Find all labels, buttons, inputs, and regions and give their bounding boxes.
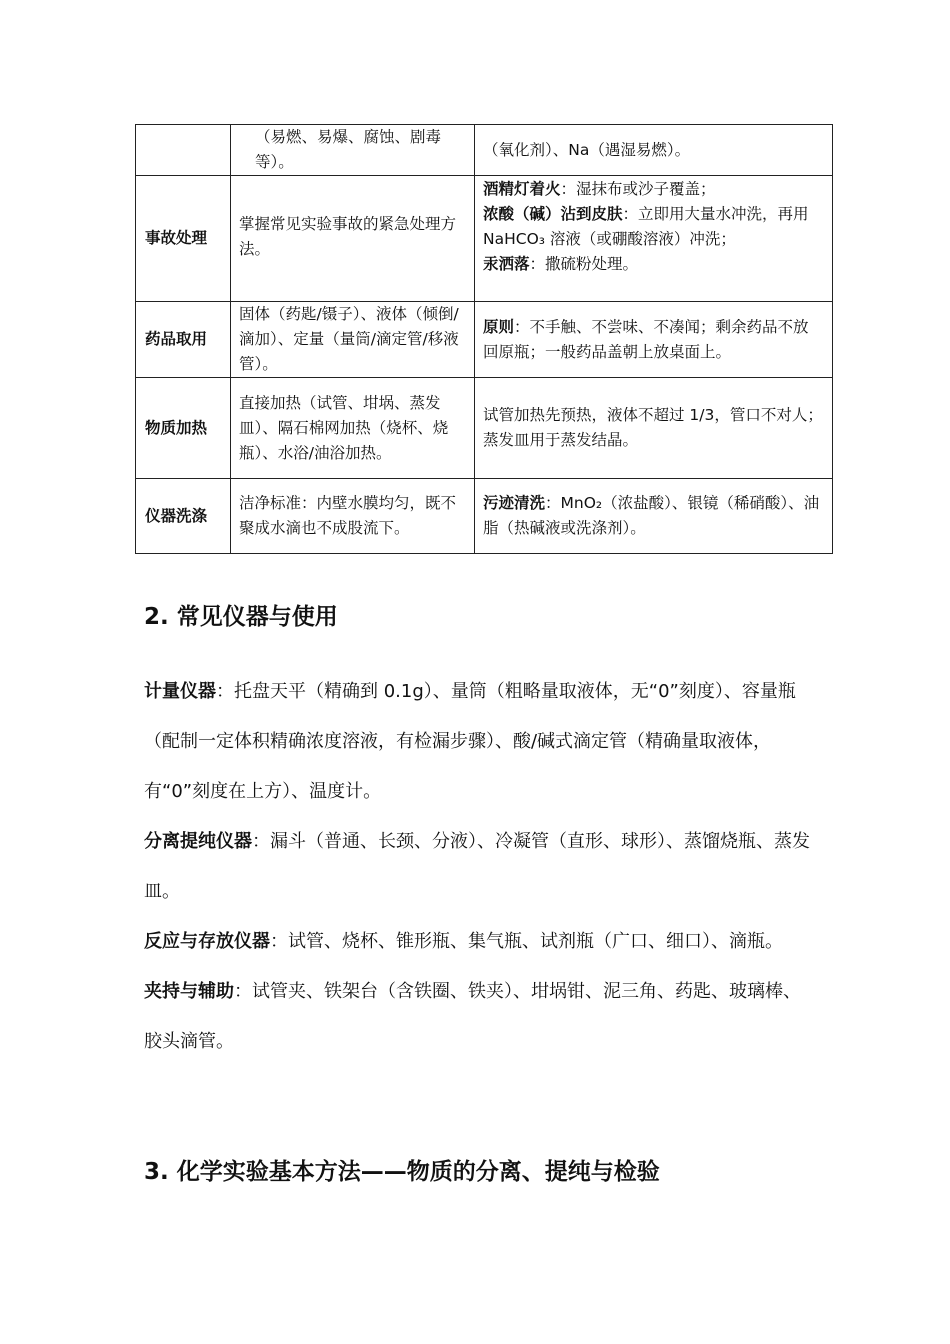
detail-text: ：湿抹布或沙子覆盖；	[560, 180, 716, 198]
detail-text: 试管加热先预热，液体不超过 1/3，管口不对人；蒸发皿用于蒸发结晶。	[483, 406, 823, 449]
row-detail	[475, 378, 833, 479]
paragraph-term: 夹持与辅助	[144, 981, 234, 1002]
paragraph-text: ：试管夹、铁架台（含铁圈、铁夹）、坩埚钳、泥三角、药匙、玻璃棒、胶头滴管。	[144, 981, 801, 1052]
row-label: 药品取用	[136, 302, 231, 378]
table-row	[136, 125, 833, 176]
row-label: 物质加热	[136, 378, 231, 479]
detail-term: 浓酸（碱）沾到皮肤	[483, 205, 623, 223]
row-label	[136, 125, 231, 176]
row-description: 掌握常见实验事故的紧急处理方法。	[231, 176, 475, 302]
paragraph-text: ：试管、烧杯、锥形瓶、集气瓶、试剂瓶（广口、细口）、滴瓶。	[270, 931, 783, 952]
detail-text: （氧化剂）、Na（遇湿易燃）。	[483, 140, 691, 159]
detail-text: ：立即用大量水冲洗，再用 NaHCO₃ 溶液（或硼酸溶液）冲洗；	[483, 205, 809, 248]
detail-term: 原则	[483, 317, 515, 336]
table-row	[136, 176, 833, 302]
paragraph-text: ：漏斗（普通、长颈、分液）、冷凝管（直形、球形）、蒸馏烧瓶、蒸发皿。	[144, 831, 810, 902]
table-row	[136, 378, 833, 479]
paragraph-term: 反应与存放仪器	[144, 931, 270, 952]
row-label: 仪器洗涤	[136, 479, 231, 554]
paragraph	[144, 667, 814, 817]
detail-term: 污迹清洗	[483, 494, 546, 512]
row-detail	[475, 302, 833, 378]
paragraph-term: 计量仪器	[144, 681, 216, 702]
detail-text: ：MnO₂（浓盐酸）、银镜（稀硝酸）、油脂（热碱液或洗涤剂）。	[483, 494, 820, 537]
instruments-content	[144, 667, 814, 1067]
section-heading-methods: 3. 化学实验基本方法——物质的分离、提纯与检验	[144, 1159, 660, 1185]
paragraph-text: ：托盘天平（精确到 0.1g）、量筒（粗略量取液体，无“0”刻度）、容量瓶（配制一定体积精确浓度溶液，有检漏步骤）、酸/碱式滴定管（精确量取液体，有“0”刻度在上方）、温度计。	[144, 681, 796, 802]
row-description: 洁净标准：内壁水膜均匀，既不聚成水滴也不成股流下。	[231, 479, 475, 554]
row-detail	[475, 125, 833, 176]
paragraph	[144, 967, 814, 1067]
detail-text: ：撒硫粉处理。	[529, 255, 639, 273]
row-detail	[475, 479, 833, 554]
paragraph-term: 分离提纯仪器	[144, 831, 252, 852]
row-description: （易燃、易爆、腐蚀、剧毒等）。	[231, 125, 475, 176]
paragraph	[144, 817, 814, 917]
detail-line	[483, 252, 824, 277]
paragraph	[144, 917, 814, 967]
detail-text: ：不手触、不尝味、不凑闻；剩余药品不放回原瓶；一般药品盖朝上放桌面上。	[483, 317, 809, 361]
table-row	[136, 302, 833, 378]
row-description: 固体（药匙/镊子）、液体（倾倒/滴加）、定量（量筒/滴定管/移液管）。	[231, 302, 475, 378]
row-description: 直接加热（试管、坩埚、蒸发皿）、隔石棉网加热（烧杯、烧瓶）、水浴/油浴加热。	[231, 378, 475, 479]
section-heading-instruments: 2. 常见仪器与使用	[144, 604, 338, 630]
detail-term: 酒精灯着火	[483, 180, 561, 198]
detail-line	[483, 177, 824, 202]
detail-term: 汞洒落	[483, 255, 530, 273]
lab-safety-table	[135, 124, 833, 554]
row-detail	[475, 176, 833, 302]
table-row	[136, 479, 833, 554]
detail-line	[483, 202, 824, 252]
row-label: 事故处理	[136, 176, 231, 302]
